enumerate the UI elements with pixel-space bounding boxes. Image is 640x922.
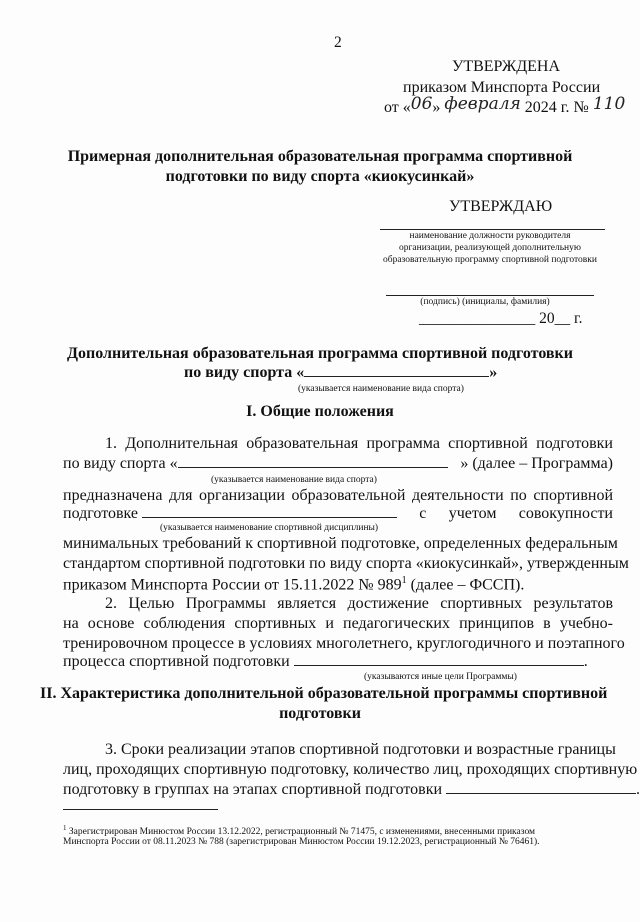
p3-line3 bbox=[63, 781, 640, 799]
footnote-separator bbox=[63, 809, 218, 810]
sport-name-blank bbox=[304, 364, 489, 377]
main-title-line1: Примерная дополнительная образовательная программа спортивной bbox=[67, 148, 573, 165]
footnote-text1: Зарегистрирован Минюстом России 13.12.2022, регистрационный № 71475, с изменениями, внесенными приказом bbox=[66, 827, 536, 838]
terms-blank bbox=[446, 781, 636, 794]
p1-line7-suffix: (далее – ФССП). bbox=[406, 576, 525, 594]
discipline-blank bbox=[142, 505, 397, 518]
p1-line2 bbox=[63, 455, 613, 473]
section1-heading: I. Общие положения bbox=[246, 403, 394, 420]
program-title-prefix: по виду спорта « bbox=[184, 364, 305, 381]
p2-line4-prefix: процесса спортивной подготовки bbox=[63, 653, 290, 670]
p1-line2-left bbox=[63, 455, 448, 473]
main-title-line2: подготовки по виду спорта «киокусинкай» bbox=[165, 168, 475, 185]
approval-order-line: приказом Минспорта России bbox=[403, 79, 601, 96]
program-title-line1: Дополнительная образовательная программа спортивной подготовки bbox=[66, 345, 573, 362]
p1-line2-prefix: по виду спорта « bbox=[63, 455, 178, 472]
approve-date-line: _______________ 20__ г. bbox=[419, 310, 583, 327]
handwritten-day: 06 bbox=[410, 94, 433, 114]
p1-line7-prefix: приказом Минспорта России от 15.11.2022 № 989 bbox=[63, 576, 402, 594]
p1-line5: минимальных требований к спортивной подготовке, определенных федеральным bbox=[63, 535, 618, 552]
page-number: 2 bbox=[334, 34, 342, 51]
approve-caption1: наименование должности руководителя bbox=[409, 231, 571, 241]
position-line bbox=[380, 229, 605, 230]
p1-line6: стандартом спортивной подготовки по виду спорта «киокусинкай», утвержденным bbox=[63, 555, 629, 572]
approval-title: УТВЕРЖДЕНА bbox=[452, 58, 561, 75]
handwritten-number: 110 bbox=[592, 94, 626, 114]
approval-date-line bbox=[384, 94, 626, 117]
p1-line4-word4: совокупности bbox=[518, 505, 613, 522]
approve-caption2: организации, реализующей дополнительную bbox=[399, 243, 581, 253]
footnote-mark: 1 bbox=[401, 575, 407, 586]
p2-line2: на основе соблюдения спортивных и педагогических принципов в учебно- bbox=[63, 615, 613, 632]
p2-line3: тренировочном процессе в условиях многолетнего, круглогодичного и поэтапного bbox=[63, 635, 625, 652]
p1-line1: 1. Дополнительная образовательная программа спортивной подготовки bbox=[105, 435, 613, 452]
signature-caption: (подпись) (инициалы, фамилия) bbox=[420, 297, 550, 307]
p2-caption: (указываются иные цели Программы) bbox=[364, 672, 517, 682]
p1-line7 bbox=[63, 575, 524, 594]
quote-close: » bbox=[432, 99, 441, 116]
goals-blank bbox=[294, 653, 584, 666]
date-prefix: от « bbox=[384, 99, 411, 116]
approve-caption3: образовательную программу спортивной подготовки bbox=[382, 255, 597, 265]
p1-line4-word2: с bbox=[419, 505, 427, 522]
p1-line4-word3: учетом bbox=[448, 505, 497, 522]
p1-line4-left bbox=[63, 505, 397, 523]
year-text: 2024 г. № bbox=[524, 99, 589, 116]
footnote-marker: 1 bbox=[63, 824, 67, 832]
p2-line4-suffix: . bbox=[583, 653, 588, 670]
handwritten-month: февраля bbox=[444, 94, 521, 114]
p3-line1: 3. Сроки реализации этапов спортивной подготовки и возрастные границы bbox=[105, 741, 616, 758]
p1-line4 bbox=[63, 505, 613, 523]
p3-line2: лиц, проходящих спортивную подготовку, количество лиц, проходящих спортивную bbox=[63, 761, 638, 778]
footnote-line2: Минспорта России от 08.11.2023 № 788 (зарегистрирован Минюстом России 19.12.2023, регистрационный № 76461). bbox=[63, 837, 540, 847]
footnote-line1 bbox=[63, 824, 535, 837]
p1-caption1: (указывается наименование вида спорта) bbox=[211, 475, 377, 485]
p1-sport-blank bbox=[178, 455, 448, 468]
section2-heading-line1: II. Характеристика дополнительной образовательной программы спортивной bbox=[40, 685, 608, 702]
program-title-suffix: » bbox=[489, 364, 498, 381]
program-title-line2 bbox=[184, 364, 497, 382]
section2-heading-line2: подготовки bbox=[279, 705, 361, 722]
p2-line4 bbox=[63, 653, 588, 671]
p3-line3-prefix: подготовку в группах на этапах спортивной подготовки bbox=[63, 781, 443, 798]
p1-caption2: (указывается наименование спортивной дисциплины) bbox=[160, 523, 379, 533]
p1-line2-suffix: » (далее – Программа) bbox=[460, 455, 613, 472]
signature-line bbox=[386, 295, 594, 296]
p3-line3-suffix: . bbox=[636, 781, 640, 798]
p1-line4-word1: подготовке bbox=[63, 505, 139, 522]
program-title-caption: (указывается наименование вида спорта) bbox=[298, 384, 464, 394]
approve-title: УТВЕРЖДАЮ bbox=[449, 198, 553, 215]
p2-line1: 2. Целью Программы является достижение спортивных результатов bbox=[105, 595, 613, 612]
p1-line3: предназначена для организации образовательной деятельности по спортивной bbox=[63, 487, 613, 504]
